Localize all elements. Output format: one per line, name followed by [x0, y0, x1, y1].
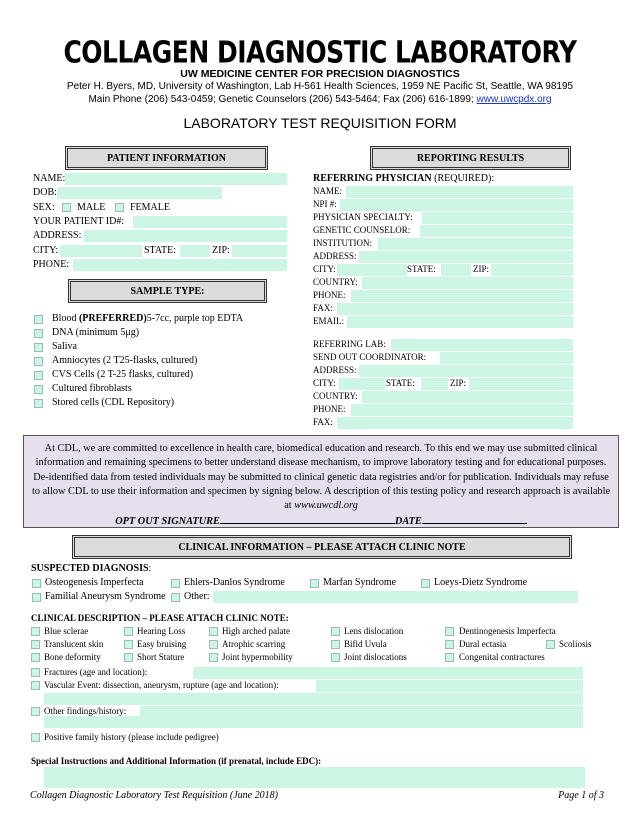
lab-zip-label: ZIP: — [450, 378, 467, 388]
feat-joint-hypermobility-label: Joint hypermobility — [222, 652, 293, 662]
lab-state-label: STATE: — [386, 378, 415, 388]
patient-city-field[interactable] — [60, 245, 142, 257]
feat-high-palate-label: High arched palate — [222, 626, 290, 636]
coordinator-label: SEND OUT COORDINATOR: — [313, 352, 427, 362]
feat-bone-deformity-checkbox[interactable] — [31, 653, 40, 662]
patient-id-field[interactable] — [133, 216, 287, 228]
feat-dentinogenesis-checkbox[interactable] — [445, 627, 454, 636]
specialty-label: PHYSICIAN SPECIALTY: — [313, 212, 413, 222]
lab-subtitle: UW MEDICINE CENTER FOR PRECISION DIAGNOSTICS — [180, 68, 460, 80]
patient-zip-field[interactable] — [232, 245, 287, 257]
lab-country-field[interactable] — [362, 391, 573, 403]
institution-label: INSTITUTION: — [313, 238, 372, 248]
referring-physician-label: REFERRING PHYSICIAN (REQUIRED): — [313, 173, 495, 184]
patient-zip-label: ZIP: — [212, 245, 230, 256]
feat-easy-bruising-label: Easy bruising — [137, 639, 187, 649]
dx-oi-checkbox[interactable] — [32, 579, 41, 588]
feat-lens-dislocation-checkbox[interactable] — [331, 627, 340, 636]
patient-phone-field[interactable] — [73, 259, 287, 271]
dx-loeys-dietz-checkbox[interactable] — [421, 579, 430, 588]
sample-stored-checkbox[interactable] — [34, 399, 43, 408]
fractures-field[interactable] — [193, 667, 583, 679]
dx-oi-label: Osteogenesis Imperfecta — [45, 577, 144, 588]
physician-phone-label: PHONE: — [313, 290, 346, 300]
patient-state-field[interactable] — [180, 245, 210, 257]
fractures-label: Fractures (age and location): — [44, 667, 148, 677]
feat-congenital-contractures-label: Congenital contractures — [459, 652, 545, 662]
lab-zip-field[interactable] — [469, 378, 573, 390]
dx-marfan-label: Marfan Syndrome — [323, 577, 397, 588]
feat-high-palate-checkbox[interactable] — [209, 627, 218, 636]
physician-country-field[interactable] — [362, 277, 573, 289]
lab-city-field[interactable] — [339, 378, 385, 390]
sample-blood-label: Blood (PREFERRED)5-7cc, purple top EDTA — [52, 313, 244, 324]
feat-lens-dislocation-label: Lens dislocation — [344, 626, 404, 636]
lab-phone-field[interactable] — [351, 404, 573, 416]
family-history-label: Positive family history (please include pedigree) — [44, 732, 219, 742]
other-findings-label: Other findings/history: — [44, 706, 127, 716]
feat-scoliosis-label: Scoliosis — [559, 639, 592, 649]
sample-amniocytes-label: Amniocytes (2 T25-flasks, cultured) — [52, 355, 198, 366]
feat-blue-sclerae-label: Blue sclerae — [44, 626, 89, 636]
patient-name-field[interactable] — [65, 173, 287, 185]
sample-cvs-checkbox[interactable] — [34, 371, 43, 380]
dx-eds-label: Ehlers-Danlos Syndrome — [184, 577, 285, 588]
dx-familial-aneurysm-label: Familial Aneurysm Syndrome — [45, 591, 166, 602]
feat-dural-ectasia-label: Dural ectasia — [459, 639, 507, 649]
npi-label: NPI #: — [313, 199, 337, 209]
footer-page-number: Page 1 of 3 — [558, 790, 604, 801]
opt-out-signature-label: OPT OUT SIGNATURE — [115, 516, 220, 528]
feat-translucent-skin-checkbox[interactable] — [31, 640, 40, 649]
feat-bifid-uvula-checkbox[interactable] — [331, 640, 340, 649]
feat-joint-hypermobility-checkbox[interactable] — [209, 653, 218, 662]
lab-address-label: ADDRESS: — [313, 365, 357, 375]
sample-dna-label: DNA (minimum 5μg) — [52, 327, 140, 338]
vascular-label: Vascular Event: dissection, aneurysm, rupture (age and location): — [44, 680, 279, 690]
institution-field[interactable] — [378, 238, 573, 250]
sample-dna-checkbox[interactable] — [34, 329, 43, 338]
dx-familial-aneurysm-checkbox[interactable] — [32, 593, 41, 602]
feat-joint-dislocations-checkbox[interactable] — [331, 653, 340, 662]
sample-stored-label: Stored cells (CDL Repository) — [52, 397, 175, 408]
physician-address-label: ADDRESS: — [313, 251, 357, 261]
clinical-info-header: CLINICAL INFORMATION – PLEASE ATTACH CLINIC NOTE — [72, 535, 572, 559]
research-consent-notice — [23, 435, 619, 528]
feat-hearing-loss-checkbox[interactable] — [124, 627, 133, 636]
lab-fax-field[interactable] — [337, 417, 573, 429]
opt-out-date-label: DATE — [394, 516, 422, 528]
opt-out-date-line[interactable] — [422, 513, 527, 524]
counselor-field[interactable] — [420, 225, 573, 237]
npi-field[interactable] — [340, 199, 573, 211]
lab-city-label: CITY: — [313, 378, 336, 388]
opt-out-signature-line[interactable] — [220, 513, 395, 524]
physician-address-field[interactable] — [359, 251, 573, 263]
patient-dob-label: DOB: — [33, 187, 57, 198]
patient-info-header: PATIENT INFORMATION — [65, 146, 268, 170]
other-findings-checkbox[interactable] — [31, 707, 40, 716]
feat-bone-deformity-label: Bone deformity — [44, 652, 101, 662]
sample-saliva-label: Saliva — [52, 341, 77, 352]
sample-amniocytes-checkbox[interactable] — [34, 357, 43, 366]
sample-fibroblasts-label: Cultured fibroblasts — [52, 383, 132, 394]
family-history-checkbox[interactable] — [31, 733, 40, 742]
sample-fibroblasts-checkbox[interactable] — [34, 385, 43, 394]
physician-name-label: NAME: — [313, 186, 342, 196]
physician-city-field[interactable] — [337, 264, 407, 276]
lab-address-field[interactable] — [359, 365, 573, 377]
feat-bifid-uvula-label: Bifid Uvula — [344, 639, 387, 649]
feat-short-stature-label: Short Stature — [137, 652, 185, 662]
specialty-field[interactable] — [422, 212, 573, 224]
sample-type-header: SAMPLE TYPE: — [68, 279, 267, 303]
feat-translucent-skin-label: Translucent skin — [44, 639, 104, 649]
physician-city-label: CITY: — [313, 264, 336, 274]
physician-email-field[interactable] — [347, 316, 573, 328]
sample-blood-checkbox[interactable] — [34, 315, 43, 324]
website-link[interactable]: www.uwcpdx.org — [476, 94, 552, 105]
dx-other-checkbox[interactable] — [171, 593, 180, 602]
special-instructions-label: Special Instructions and Additional Information (if prenatal, include EDC): — [31, 756, 322, 766]
sample-saliva-checkbox[interactable] — [34, 343, 43, 352]
patient-address-label: ADDRESS: — [33, 230, 82, 241]
patient-sex-label: SEX: — [33, 202, 55, 213]
feat-scoliosis-checkbox[interactable] — [546, 640, 555, 649]
other-findings-field-2[interactable] — [44, 716, 583, 728]
physician-name-field[interactable] — [346, 186, 573, 198]
physician-zip-field[interactable] — [491, 264, 573, 276]
female-label: FEMALE — [130, 202, 170, 213]
referring-lab-field[interactable] — [391, 339, 573, 351]
dx-marfan-checkbox[interactable] — [310, 579, 319, 588]
lab-phone-label: PHONE: — [313, 404, 346, 414]
lab-fax-label: FAX: — [313, 417, 333, 427]
counselor-label: GENETIC COUNSELOR: — [313, 225, 411, 235]
physician-fax-label: FAX: — [313, 303, 333, 313]
lab-country-label: COUNTRY: — [313, 391, 358, 401]
patient-id-label: YOUR PATIENT ID#: — [33, 216, 125, 227]
physician-country-label: COUNTRY: — [313, 277, 358, 287]
lab-title: COLLAGEN DIAGNOSTIC LABORATORY — [63, 35, 577, 70]
notice-link: www.uwcdl.org — [294, 500, 358, 512]
lab-address: Peter H. Byers, MD, University of Washington, Lab H-561 Health Sciences, 1959 NE Pacific St, Seattle, WA 98195 — [66, 81, 574, 92]
patient-address-field[interactable] — [84, 230, 287, 242]
physician-state-field[interactable] — [441, 264, 471, 276]
notice-text: At CDL, we are committed to excellence in health care, biomedical education and research. To this end we may use submitted clinical information and remaining specimens to better understand disease mechanism, to improve laboratory testing and for educational purposes. De-identified data from tested individuals may be submitted to clinical genetic data registries and/or for publication. Individuals may refuse to allow CDL to use their information and specimen by signing below. A description of this testing policy and research approach is available at — [32, 443, 611, 512]
patient-dob-field[interactable] — [57, 187, 222, 199]
footer-document-title: Collagen Diagnostic Laboratory Test Requisition (June 2018) — [30, 790, 278, 801]
physician-email-label: EMAIL: — [313, 316, 344, 326]
feat-hearing-loss-label: Hearing Loss — [137, 626, 186, 636]
feat-blue-sclerae-checkbox[interactable] — [31, 627, 40, 636]
physician-fax-field[interactable] — [337, 303, 573, 315]
sample-cvs-label: CVS Cells (2 T-25 flasks, cultured) — [52, 369, 194, 380]
physician-zip-label: ZIP: — [473, 264, 490, 274]
referring-lab-label: REFERRING LAB: — [313, 339, 386, 349]
vascular-field-1[interactable] — [316, 680, 583, 692]
feat-short-stature-checkbox[interactable] — [124, 653, 133, 662]
suspected-diagnosis-label: SUSPECTED DIAGNOSIS: — [31, 563, 152, 574]
feat-atrophic-scarring-checkbox[interactable] — [209, 640, 218, 649]
female-checkbox[interactable] — [115, 203, 124, 212]
feat-joint-dislocations-label: Joint dislocations — [344, 652, 407, 662]
feat-dentinogenesis-label: Dentinogenesis Imperfecta — [459, 626, 556, 636]
physician-state-label: STATE: — [407, 264, 436, 274]
patient-name-label: NAME: — [33, 173, 66, 184]
form-title: LABORATORY TEST REQUISITION FORM — [183, 115, 457, 131]
male-label: MALE — [77, 202, 106, 213]
dx-other-field[interactable] — [213, 591, 578, 603]
clinical-description-label: CLINICAL DESCRIPTION – PLEASE ATTACH CLINIC NOTE: — [31, 613, 289, 623]
feat-dural-ectasia-checkbox[interactable] — [445, 640, 454, 649]
vascular-field-2[interactable] — [44, 693, 583, 705]
patient-city-label: CITY: — [33, 245, 59, 256]
physician-phone-field[interactable] — [351, 290, 573, 302]
feat-atrophic-scarring-label: Atrophic scarring — [222, 639, 286, 649]
special-instructions-field[interactable] — [44, 767, 585, 788]
reporting-results-header: REPORTING RESULTS — [370, 146, 571, 170]
male-checkbox[interactable] — [62, 203, 71, 212]
fractures-checkbox[interactable] — [31, 668, 40, 677]
lab-contact: Main Phone (206) 543-0459; Genetic Counselors (206) 543-5464; Fax (206) 616-1899; www.uwcpdx.org — [88, 94, 552, 105]
patient-state-label: STATE: — [144, 245, 176, 256]
feat-easy-bruising-checkbox[interactable] — [124, 640, 133, 649]
dx-other-label: Other: — [184, 591, 210, 602]
vascular-checkbox[interactable] — [31, 681, 40, 690]
lab-state-field[interactable] — [421, 378, 448, 390]
dx-loeys-dietz-label: Loeys-Dietz Syndrome — [434, 577, 528, 588]
patient-phone-label: PHONE: — [33, 259, 70, 270]
coordinator-field[interactable] — [440, 352, 573, 364]
feat-congenital-contractures-checkbox[interactable] — [445, 653, 454, 662]
dx-eds-checkbox[interactable] — [171, 579, 180, 588]
